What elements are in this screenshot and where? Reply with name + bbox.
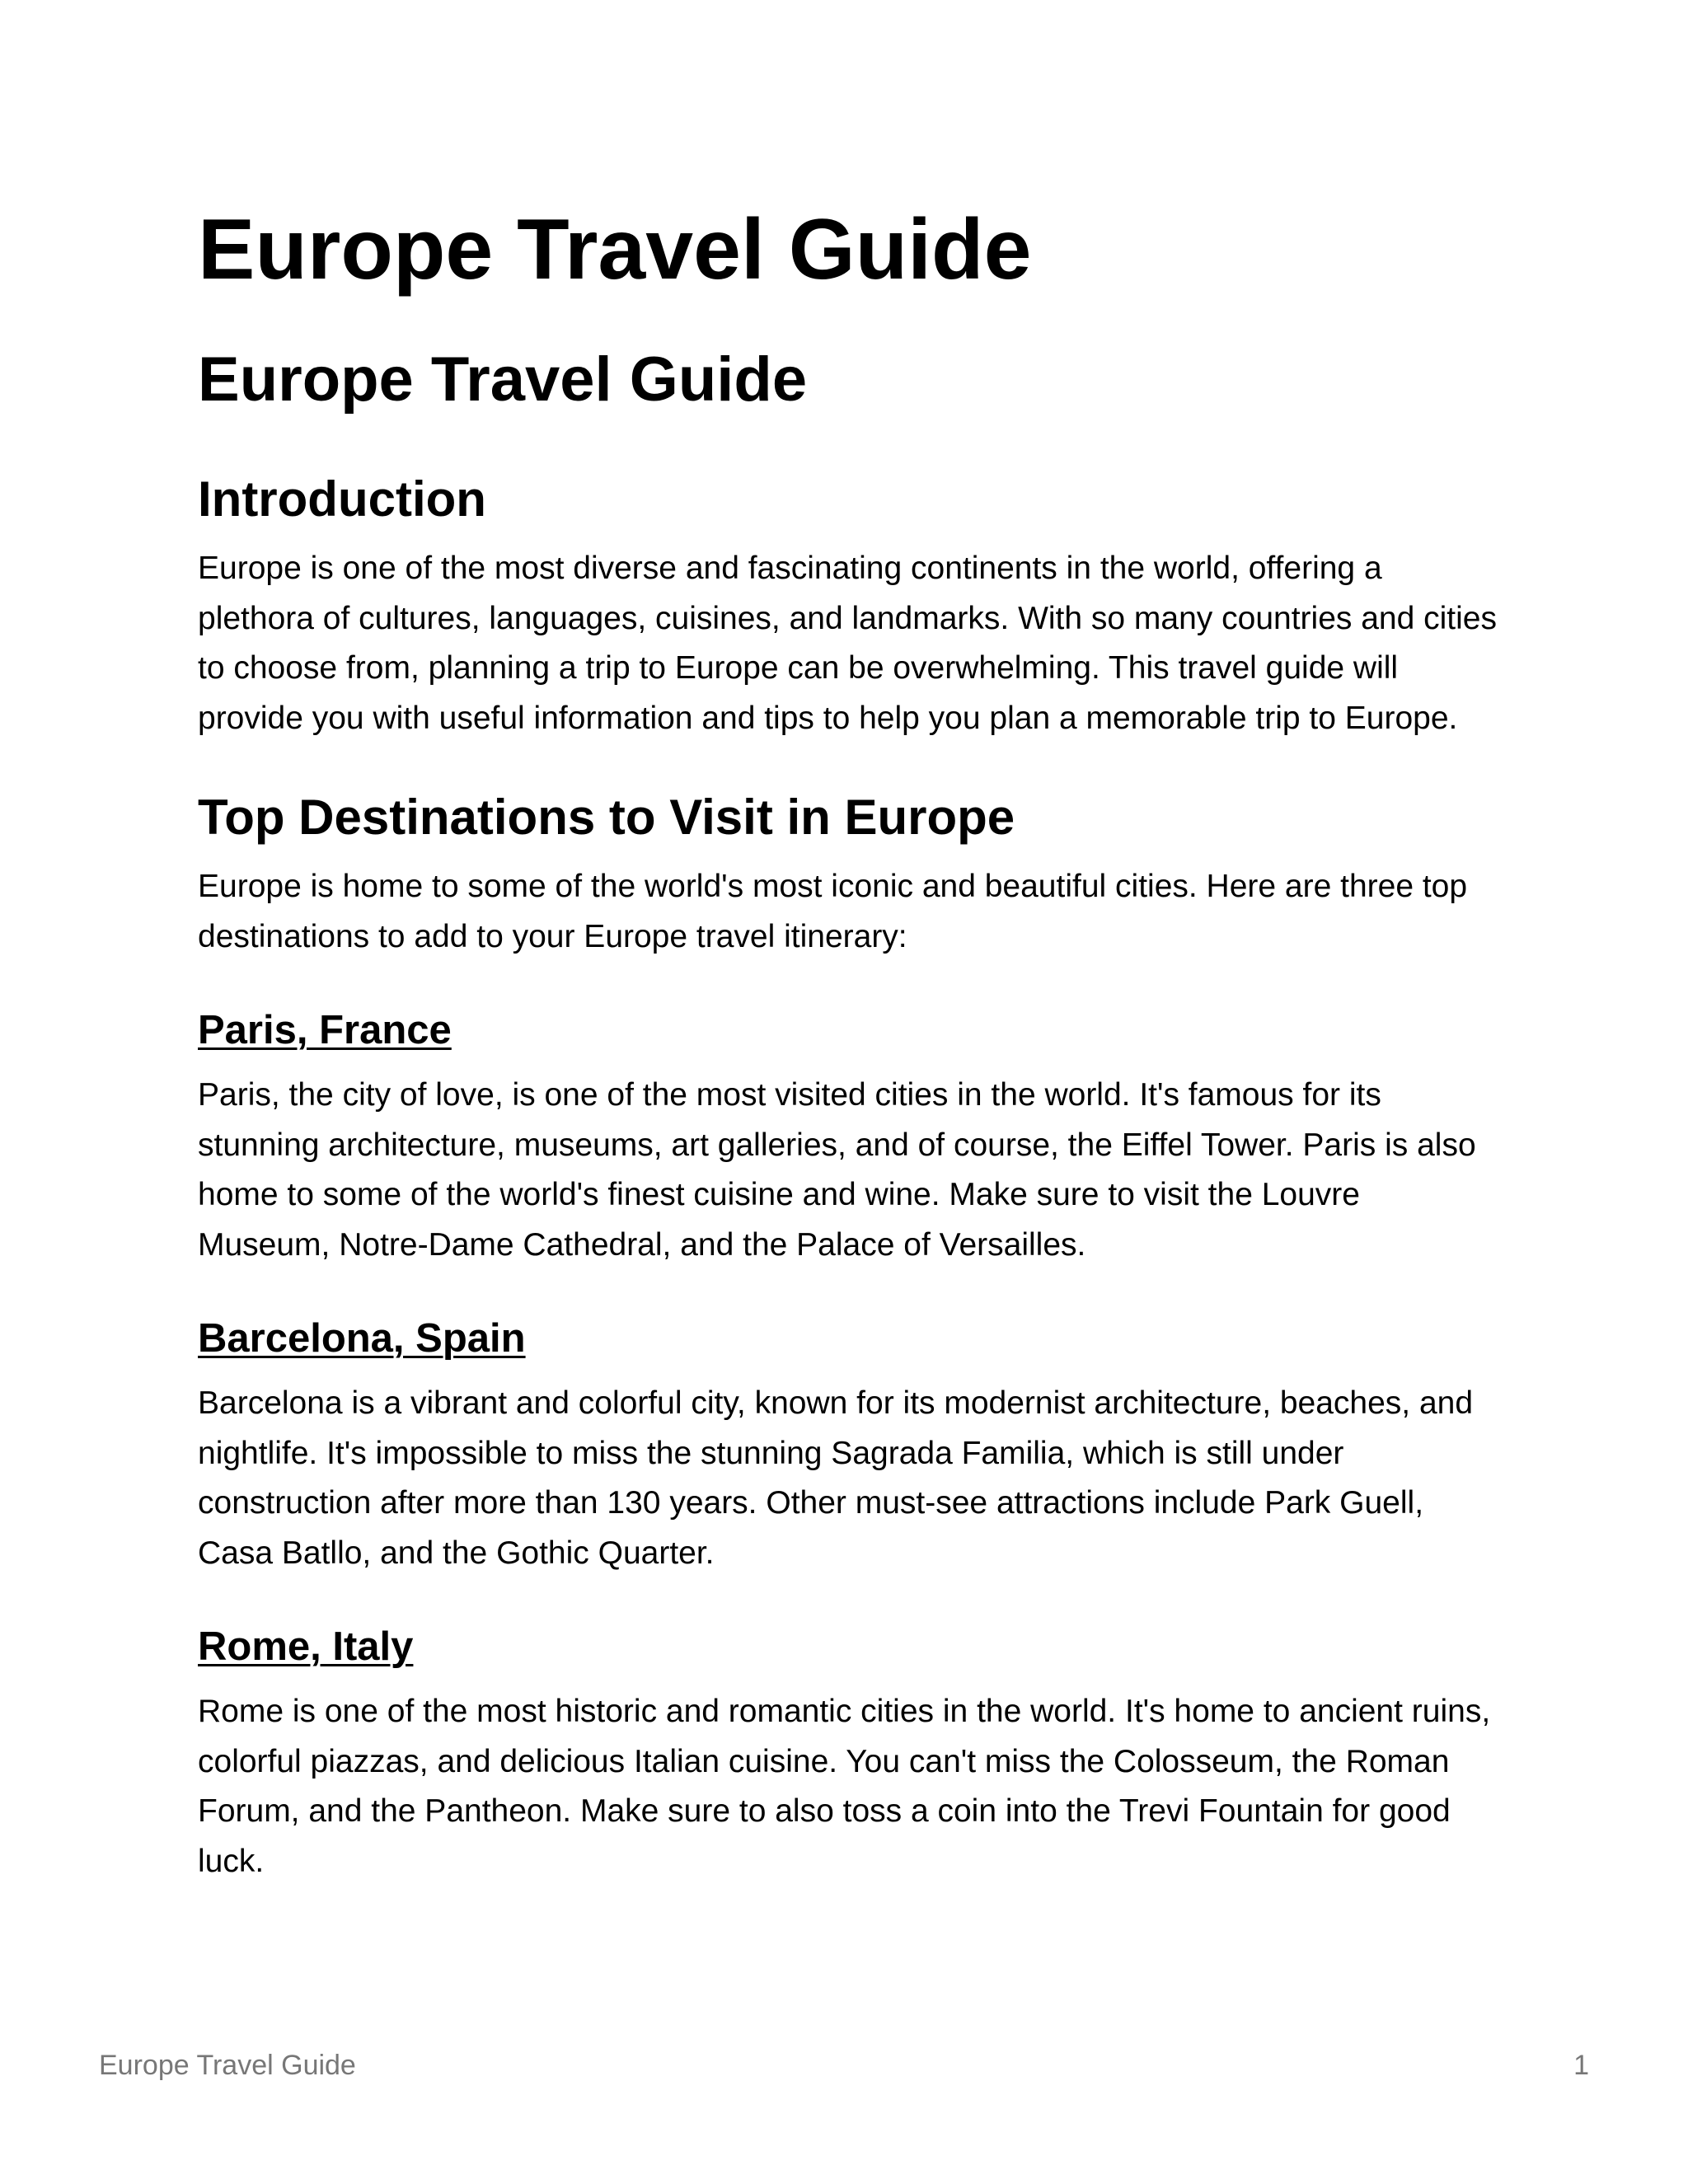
top-destinations-text: Europe is home to some of the world's most iconic and beautiful cities. Here are three top destinations to add to your Europe travel itinerary: [198, 869, 1468, 954]
page-number: 1 [1573, 2050, 1589, 2081]
introduction-heading: Introduction [198, 471, 486, 527]
rome-heading: Rome, Italy [198, 1624, 414, 1669]
rome-text: Rome is one of the most historic and romantic cities in the world. It's home to ancient ruins, colorful piazzas, and delicious Italian cuisine. You can't miss the Colosseum, the Roman Forum, and the Pantheon. Make sure to also toss a coin into the Trevi Fountain for good luck. [198, 1694, 1491, 1879]
document-title: Europe Travel Guide [198, 202, 1032, 298]
footer-title: Europe Travel Guide [99, 2050, 356, 2081]
introduction-text: Europe is one of the most diverse and fascinating continents in the world, offering a plethora of cultures, languages, cuisines, and landmarks. With so many countries and cities to choose from, planning a trip to Europe can be overwhelming. This travel guide will provide you with useful information and tips to help you plan a memorable trip to Europe. [198, 551, 1497, 736]
top-destinations-heading: Top Destinations to Visit in Europe [198, 790, 1015, 845]
paris-heading: Paris, France [198, 1008, 452, 1052]
barcelona-heading: Barcelona, Spain [198, 1316, 526, 1361]
paris-text: Paris, the city of love, is one of the most visited cities in the world. It's famous for its stunning architecture, museums, art galleries, and of course, the Eiffel Tower. Paris is also home to some of the world's finest cuisine and wine. Make sure to visit the Louvre Museum, Notre-Dame Cathedral, and the Palace of Versailles. [198, 1077, 1476, 1263]
barcelona-text: Barcelona is a vibrant and colorful city, known for its modernist architecture, beaches, and nightlife. It's impossible to miss the stunning Sagrada Familia, which is still under construction after more than 130 years. Other must-see attractions include Park Guell, Casa Batllo, and the Gothic Quarter. [198, 1385, 1474, 1571]
page-content [198, 194, 1500, 1886]
document-subtitle: Europe Travel Guide [198, 344, 808, 415]
